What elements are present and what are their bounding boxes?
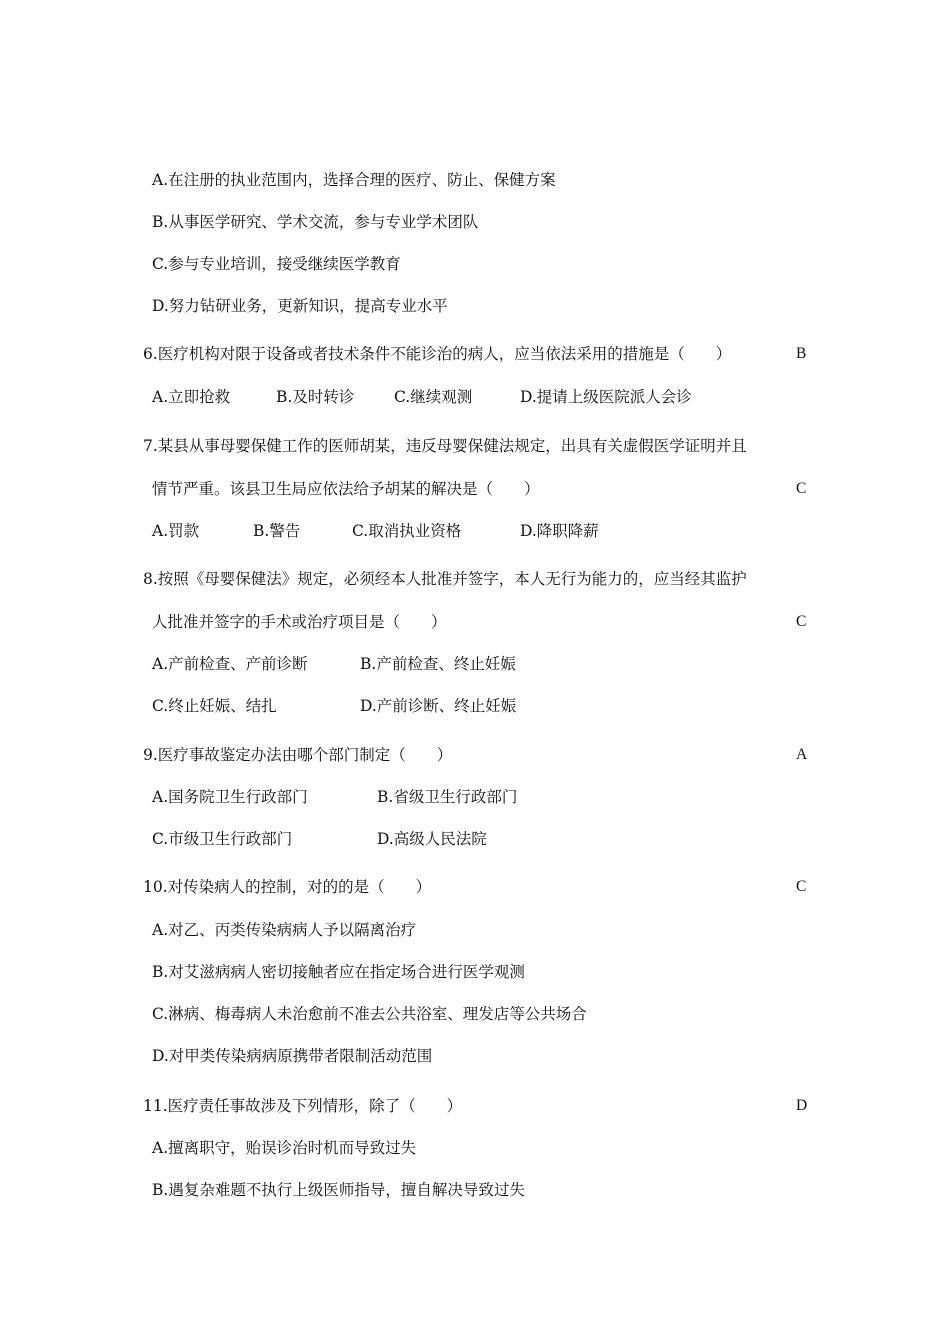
q7-option-a: A.罚款 [152,522,200,540]
q9-option-d: D.高级人民法院 [377,830,487,848]
q7-stem-line2: 情节严重。该县卫生局应依法给予胡某的解决是（ ） [152,480,540,498]
q6-answer: B [796,345,807,362]
q9-stem: 9.医疗事故鉴定办法由哪个部门制定（ ） [143,746,453,764]
q8-option-b: B.产前检查、终止妊娠 [360,655,516,673]
q5-option-c: C.参与专业培训，接受继续医学教育 [152,255,401,273]
q9-option-c: C.市级卫生行政部门 [152,830,293,848]
q6-option-a: A.立即抢救 [152,388,231,406]
q11-answer: D [796,1097,808,1114]
q8-option-c: C.终止妊娠、结扎 [152,697,277,715]
q5-option-d: D.努力钻研业务，更新知识，提高专业水平 [152,297,448,315]
q8-option-a: A.产前检查、产前诊断 [152,655,308,673]
q5-option-a: A.在注册的执业范围内，选择合理的医疗、防止、保健方案 [152,171,556,189]
q9-answer: A [796,746,808,763]
q11-option-b: B.遇复杂难题不执行上级医师指导，擅自解决导致过失 [152,1181,525,1199]
q6-option-d: D.提请上级医院派人会诊 [520,388,692,406]
q6-stem: 6.医疗机构对限于设备或者技术条件不能诊治的病人，应当依法采用的措施是（ ） [143,345,732,363]
q10-answer: C [796,878,807,895]
q7-answer: C [796,480,807,497]
q9-option-a: A.国务院卫生行政部门 [152,788,308,806]
q10-option-b: B.对艾滋病病人密切接触者应在指定场合进行医学观测 [152,963,525,981]
q10-option-a: A.对乙、丙类传染病病人予以隔离治疗 [152,921,417,939]
q7-option-b: B.警告 [253,522,301,540]
q9-option-b: B.省级卫生行政部门 [377,788,518,806]
q7-option-c: C.取消执业资格 [352,522,462,540]
q8-answer: C [796,613,807,630]
q10-option-c: C.淋病、梅毒病人未治愈前不准去公共浴室、理发店等公共场合 [152,1005,587,1023]
q8-option-d: D.产前诊断、终止妊娠 [360,697,517,715]
q7-stem-line1: 7.某县从事母婴保健工作的医师胡某，违反母婴保健法规定，出具有关虚假医学证明并且 [143,437,747,455]
q5-option-b: B.从事医学研究、学术交流，参与专业学术团队 [152,213,479,231]
q6-option-c: C.继续观测 [394,388,473,406]
q11-stem: 11.医疗责任事故涉及下列情形，除了（ ） [143,1097,463,1115]
q10-option-d: D.对甲类传染病病原携带者限制活动范围 [152,1047,433,1065]
q11-option-a: A.擅离职守，贻误诊治时机而导致过失 [152,1139,417,1157]
q7-option-d: D.降职降薪 [520,522,599,540]
q6-option-b: B.及时转诊 [276,388,355,406]
q8-stem-line1: 8.按照《母婴保健法》规定，必须经本人批准并签字，本人无行为能力的，应当经其监护 [143,570,747,588]
q8-stem-line2: 人批准并签字的手术或治疗项目是（ ） [152,613,447,631]
q10-stem: 10.对传染病人的控制，对的的是（ ） [143,878,432,896]
